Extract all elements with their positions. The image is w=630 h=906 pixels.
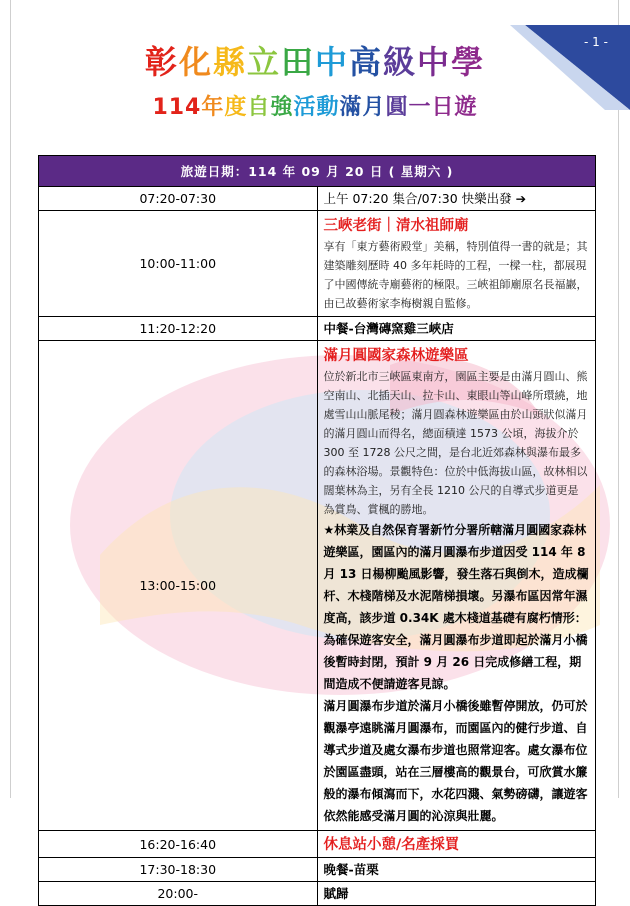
subtitle-char: 一 bbox=[408, 95, 432, 120]
row-text: 上午 07:20 集合/07:30 快樂出發 ➔ bbox=[317, 187, 596, 211]
trip-date-header: 旅遊日期：114 年 09 月 20 日 ( 星期六 ) bbox=[39, 156, 596, 187]
row-title: 休息站小憩/名產採買 bbox=[323, 837, 460, 853]
subtitle-char: 活 bbox=[293, 95, 317, 120]
row-title: 三峽老街｜清水祖師廟 bbox=[323, 218, 469, 234]
row-text: 賦歸 bbox=[317, 882, 596, 906]
row-content bbox=[317, 211, 596, 317]
title-char: 縣 bbox=[212, 43, 247, 81]
table-row bbox=[39, 317, 596, 341]
subtitle-char: 自 bbox=[247, 95, 271, 120]
subtitle-char: 日 bbox=[431, 95, 455, 120]
page-number: - 1 - bbox=[584, 35, 608, 49]
row-time: 17:30-18:30 bbox=[39, 858, 318, 882]
title-char: 立 bbox=[246, 43, 281, 81]
table-row bbox=[39, 211, 596, 317]
subtitle-char: 月 bbox=[362, 95, 386, 120]
table-row bbox=[39, 341, 596, 831]
row-text: 晚餐-苗栗 bbox=[317, 858, 596, 882]
title-char: 中 bbox=[417, 43, 452, 81]
row-description: 享有「東方藝術殿堂」美稱，特別值得一書的就是；其建築雕刻歷時 40 多年耗時的工程，一樑一柱，都展現了中國傳統寺廟藝術的極限。三峽祖師廟原名長福巖，由已故藝術家李梅樹親自監修。 bbox=[323, 240, 588, 310]
row-text: 中餐-台灣磚窯雞三峽店 bbox=[317, 317, 596, 341]
row-time: 13:00-15:00 bbox=[39, 341, 318, 831]
school-title bbox=[0, 37, 630, 83]
table-row bbox=[39, 858, 596, 882]
row-description: 位於新北市三峽區東南方，園區主要是由滿月圓山、熊空南山、北插天山、拉卡山、東眼山等山峰所環繞，地處雪山山脈尾稜；滿月圓森林遊樂區由於山頭狀似滿月的滿月圓山而得名，總面積達 1573 公頃，海拔介於 300 至 1728 公尺之間，是台北近郊森林與瀑布最多的森林浴場。景觀特色：位於中低海拔山區，故林相以闊葉林為主，另有全長 1210 公尺的自導式步道更是為賞鳥、賞楓的勝地。 bbox=[323, 370, 588, 516]
subtitle-char: 圓 bbox=[385, 95, 409, 120]
closure-notice: ★林業及自然保育署新竹分署所轄滿月圓國家森林遊樂區，園區內的滿月圓瀑布步道因受 114 年 8 月 13 日楊柳颱風影響，發生落石與倒木，造成欄杆、木棧階梯及水泥階梯損壞。另瀑布區因常年濕度高，該步道 0.34K 處木棧道基礎有腐朽情形：為確保遊客安全，滿月圓瀑布步道即起於滿月小橋後暫時封閉，預計 9 月 26 日完成修繕工程，期間造成不便請遊客見諒。 bbox=[323, 523, 589, 691]
row-time: 07:20-07:30 bbox=[39, 187, 318, 211]
subtitle-char: 年 bbox=[201, 95, 225, 120]
row-time: 20:00- bbox=[39, 882, 318, 906]
trip-subtitle bbox=[0, 90, 630, 121]
subtitle-char: 強 bbox=[270, 95, 294, 120]
row-content bbox=[317, 831, 596, 858]
row-paragraph: 滿月圓瀑布步道於滿月小橋後雖暫停開放，仍可於觀瀑亭遠眺滿月圓瀑布，而園區內的健行步道、自導式步道及處女瀑布步道也照常迎客。處女瀑布位於園區盡頭，站在三層樓高的觀景台，可欣賞水簾般的瀑布傾瀉而下，水花四濺、氣勢磅礴，讓遊客依然能感受滿月圓的沁涼與壯麗。 bbox=[323, 699, 588, 823]
title-char: 彰 bbox=[144, 43, 179, 81]
table-row bbox=[39, 882, 596, 906]
itinerary-table bbox=[38, 155, 596, 906]
row-title: 滿月圓國家森林遊樂區 bbox=[323, 348, 469, 364]
subtitle-char: 114 bbox=[152, 95, 202, 120]
title-char: 學 bbox=[451, 43, 486, 81]
table-row bbox=[39, 831, 596, 858]
title-char: 田 bbox=[280, 43, 315, 81]
title-char: 高 bbox=[349, 43, 384, 81]
title-char: 化 bbox=[178, 43, 213, 81]
subtitle-char: 滿 bbox=[339, 95, 363, 120]
row-time: 11:20-12:20 bbox=[39, 317, 318, 341]
subtitle-char: 遊 bbox=[454, 95, 478, 120]
title-char: 中 bbox=[315, 43, 350, 81]
row-content bbox=[317, 341, 596, 831]
row-time: 16:20-16:40 bbox=[39, 831, 318, 858]
subtitle-char: 動 bbox=[316, 95, 340, 120]
subtitle-char: 度 bbox=[224, 95, 248, 120]
row-time: 10:00-11:00 bbox=[39, 211, 318, 317]
title-char: 級 bbox=[383, 43, 418, 81]
table-row bbox=[39, 187, 596, 211]
